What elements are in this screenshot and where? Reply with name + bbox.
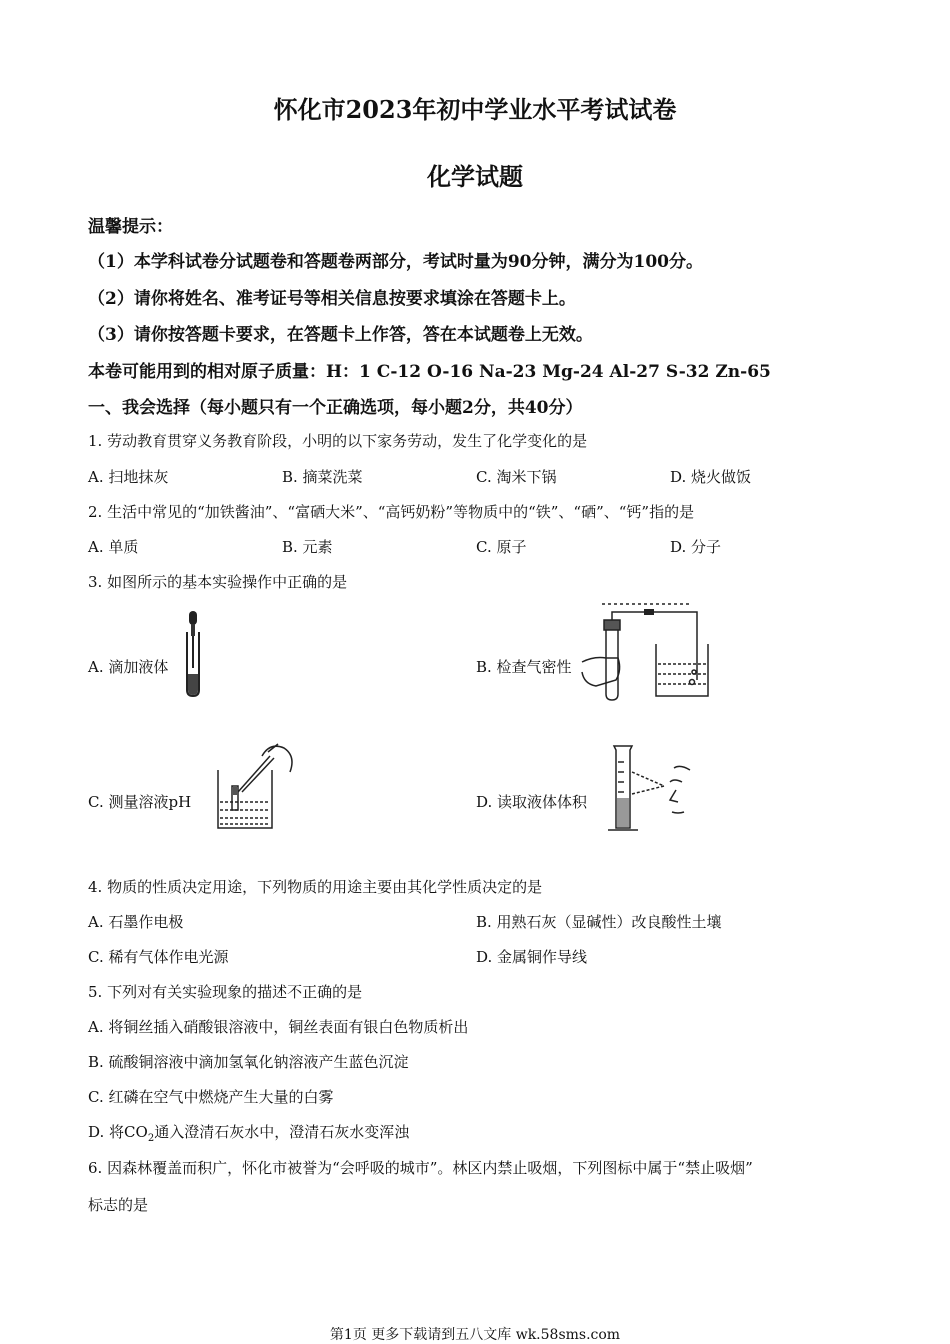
volume-reading-figure [604, 742, 704, 838]
question-4-stem: 4. 物质的性质决定用途，下列物质的用途主要由其化学性质决定的是 [88, 878, 543, 896]
q3-option-a: A. 滴加液体 [88, 658, 169, 676]
page-subtitle: 化学试题 [427, 162, 523, 191]
airtightness-check-figure [582, 600, 712, 704]
atomic-masses: 本卷可能用到的相对原子质量：H：1 C-12 O-16 Na-23 Mg-24 Al-27 S-32 Zn-65 [88, 362, 771, 382]
q5-option-b: B. 硫酸铜溶液中滴加氢氧化钠溶液产生蓝色沉淀 [88, 1053, 409, 1071]
page-title: 怀化市2023年初中学业水平考试试卷 [273, 95, 677, 124]
tip-item-1: （1）本学科试卷分试题卷和答题卷两部分，考试时量为90分钟，满分为100分。 [88, 252, 703, 272]
section-heading: 一、我会选择（每小题只有一个正确选项，每小题2分，共40分） [88, 398, 583, 418]
q4-option-a: A. 石墨作电极 [88, 913, 184, 931]
q5-option-d-post: 通入澄清石灰水中，澄清石灰水变浑浊 [154, 1123, 410, 1141]
q4-option-b: B. 用熟石灰（显碱性）改良酸性土壤 [476, 913, 722, 931]
question-6-stem-line-2: 标志的是 [88, 1196, 149, 1214]
q3-option-d: D. 读取液体体积 [476, 793, 588, 811]
dropper-test-tube-figure [178, 608, 208, 700]
q2-option-b: B. 元素 [282, 538, 333, 556]
q4-option-c: C. 稀有气体作电光源 [88, 948, 229, 966]
question-2-stem: 2. 生活中常见的“加铁酱油”、“富硒大米”、“高钙奶粉”等物质中的“铁”、“硒”、“钙”指的是 [88, 503, 695, 521]
q5-option-c: C. 红磷在空气中燃烧产生大量的白雾 [88, 1088, 334, 1106]
question-1-stem: 1. 劳动教育贯穿义务教育阶段，小明的以下家务劳动，发生了化学变化的是 [88, 432, 588, 450]
tip-item-3: （3）请你按答题卡要求，在答题卡上作答，答在本试题卷上无效。 [88, 325, 593, 345]
page-footer: 第1页 更多下载请到五八文库 wk.58sms.com [329, 1327, 621, 1343]
q2-option-c: C. 原子 [476, 538, 527, 556]
q1-option-b: B. 摘菜洗菜 [282, 468, 363, 486]
question-6-stem-line-1: 6. 因森林覆盖而积广，怀化市被誉为“会呼吸的城市”。林区内禁止吸烟，下列图标中属于“禁止吸烟” [88, 1159, 753, 1177]
question-3-stem: 3. 如图所示的基本实验操作中正确的是 [88, 573, 348, 591]
question-5-stem: 5. 下列对有关实验现象的描述不正确的是 [88, 983, 363, 1001]
q2-option-d: D. 分子 [670, 538, 722, 556]
ph-measurement-figure [212, 742, 302, 834]
q2-option-a: A. 单质 [88, 538, 139, 556]
tips-heading: 温馨提示： [88, 217, 173, 237]
q5-option-d-pre: D. 将CO [88, 1123, 148, 1141]
q1-option-c: C. 淘米下锅 [476, 468, 557, 486]
q1-option-a: A. 扫地抹灰 [88, 468, 169, 486]
q4-option-d: D. 金属铜作导线 [476, 948, 588, 966]
q5-option-a: A. 将铜丝插入硝酸银溶液中，铜丝表面有银白色物质析出 [88, 1018, 469, 1036]
tip-item-2: （2）请你将姓名、准考证号等相关信息按要求填涂在答题卡上。 [88, 289, 576, 309]
q3-option-b: B. 检查气密性 [476, 658, 572, 676]
q5-option-d-subscript: 2 [147, 1133, 155, 1144]
q5-option-d [88, 1121, 409, 1144]
q3-option-c: C. 测量溶液pH [88, 793, 192, 811]
q1-option-d: D. 烧火做饭 [670, 468, 752, 486]
